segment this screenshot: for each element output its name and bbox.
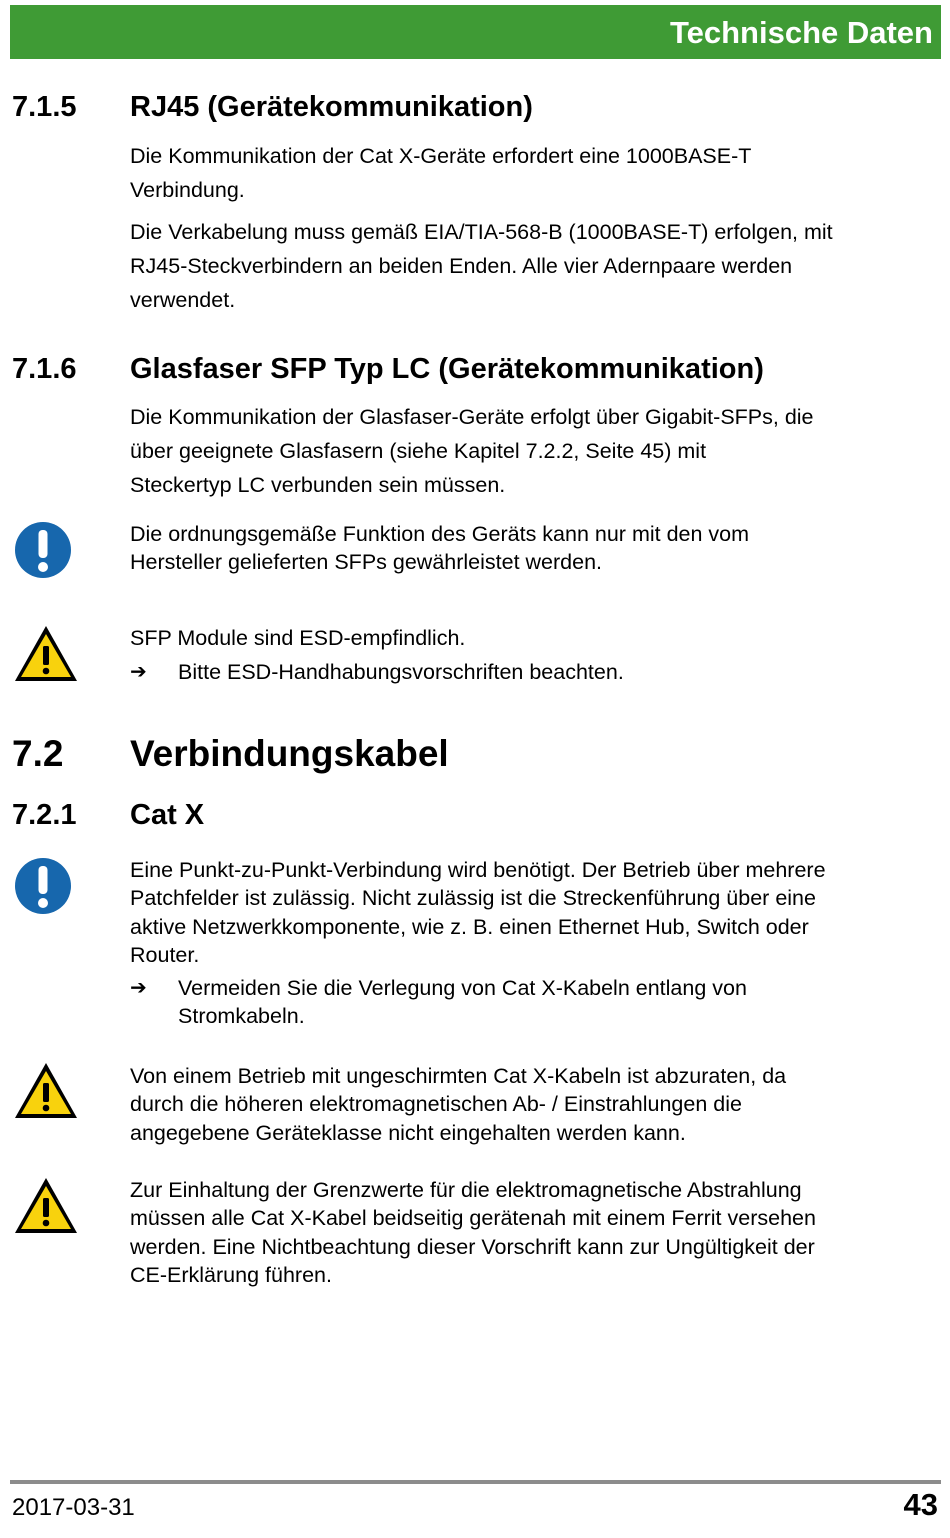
page-number: 43 <box>903 1487 938 1522</box>
catx-warning-1-text <box>130 1062 940 1147</box>
sfp-paragraph-1 <box>130 400 940 502</box>
text-line: Die ordnungsgemäße Funktion des Geräts kann nur mit den vom <box>130 522 750 546</box>
text-line: werden. Eine Nichtbeachtung dieser Vorschrift kann zur Ungültigkeit der <box>130 1234 815 1259</box>
text-line: durch die höheren elektromagnetischen Ab- / Einstrahlungen die <box>130 1092 742 1117</box>
footer-rule <box>10 1480 941 1484</box>
text-line: Die Verkabelung muss gemäß EIA/TIA-568-B (1000BASE-T) erfolgen, mit <box>130 220 833 244</box>
sfp-warning-text <box>130 621 940 689</box>
action-line <box>130 974 940 1031</box>
arrow-icon: ➔ <box>130 661 147 683</box>
text-line: CE-Erklärung führen. <box>130 1262 332 1287</box>
header-bar <box>10 5 941 59</box>
text-line: Zur Einhaltung der Grenzwerte für die elektromagnetische Abstrahlung <box>130 1178 802 1202</box>
text-line: Router. <box>130 942 200 967</box>
section-title-rj45: RJ45 (Gerätekommunikation) <box>130 91 533 123</box>
catx-warning-2-text <box>130 1176 940 1289</box>
catx-notice-text <box>130 856 940 1031</box>
section-number-7-1-5: 7.1.5 <box>12 91 77 123</box>
section-title-catx: Cat X <box>130 799 205 831</box>
text-line: Patchfelder ist zulässig. Nicht zulässig ist die Streckenführung über eine <box>130 886 816 911</box>
text-line: aktive Netzwerkkomponente, wie z. B. einen Ethernet Hub, Switch oder <box>130 914 809 939</box>
text-line: Die Kommunikation der Cat X-Geräte erfordert eine 1000BASE-T <box>130 144 752 168</box>
section-number-7-2-1: 7.2.1 <box>12 799 77 831</box>
section-number-7-2: 7.2 <box>12 733 64 774</box>
text-line: über geeignete Glasfasern (siehe Kapitel 7.2.2, Seite 45) mit <box>130 439 707 463</box>
mandatory-notice-icon <box>14 857 72 915</box>
action-text: Bitte ESD-Handhabungsvorschriften beachten. <box>178 660 624 684</box>
action-text-line: Stromkabeln. <box>178 1004 305 1029</box>
action-line <box>130 655 940 689</box>
mandatory-notice-icon <box>14 521 72 579</box>
section-title-cables: Verbindungskabel <box>130 733 449 774</box>
warning-triangle-icon <box>13 1176 79 1236</box>
text-line: Eine Punkt-zu-Punkt-Verbindung wird benötigt. Der Betrieb über mehrere <box>130 858 826 882</box>
text-line: Von einem Betrieb mit ungeschirmten Cat X-Kabeln ist abzuraten, da <box>130 1064 787 1088</box>
footer-date: 2017-03-31 <box>12 1494 135 1521</box>
section-number-7-1-6: 7.1.6 <box>12 353 77 385</box>
text-line: angegebene Geräteklasse nicht eingehalten werden kann. <box>130 1120 686 1145</box>
text-line: Hersteller gelieferten SFPs gewährleistet werden. <box>130 550 603 575</box>
rj45-paragraph-2 <box>130 215 940 317</box>
text-line: verwendet. <box>130 288 236 312</box>
warning-triangle-icon <box>13 624 79 684</box>
rj45-paragraph-1 <box>130 139 940 207</box>
sfp-notice-text <box>130 520 940 577</box>
text-line: Verbindung. <box>130 178 245 202</box>
text-line: RJ45-Steckverbindern an beiden Enden. Alle vier Adernpaare werden <box>130 254 793 278</box>
warning-triangle-icon <box>13 1061 79 1121</box>
arrow-icon: ➔ <box>130 977 147 1000</box>
text-line: SFP Module sind ESD-empfindlich. <box>130 626 466 650</box>
text-line: Steckertyp LC verbunden sein müssen. <box>130 473 506 497</box>
action-text-line: Vermeiden Sie die Verlegung von Cat X-Kabeln entlang von <box>178 976 747 1001</box>
section-title-sfp: Glasfaser SFP Typ LC (Gerätekommunikation) <box>130 353 764 385</box>
text-line: müssen alle Cat X-Kabel beidseitig gerätenah mit einem Ferrit versehen <box>130 1206 816 1231</box>
text-line: Die Kommunikation der Glasfaser-Geräte erfolgt über Gigabit-SFPs, die <box>130 405 814 429</box>
header-title: Technische Daten <box>669 15 933 50</box>
